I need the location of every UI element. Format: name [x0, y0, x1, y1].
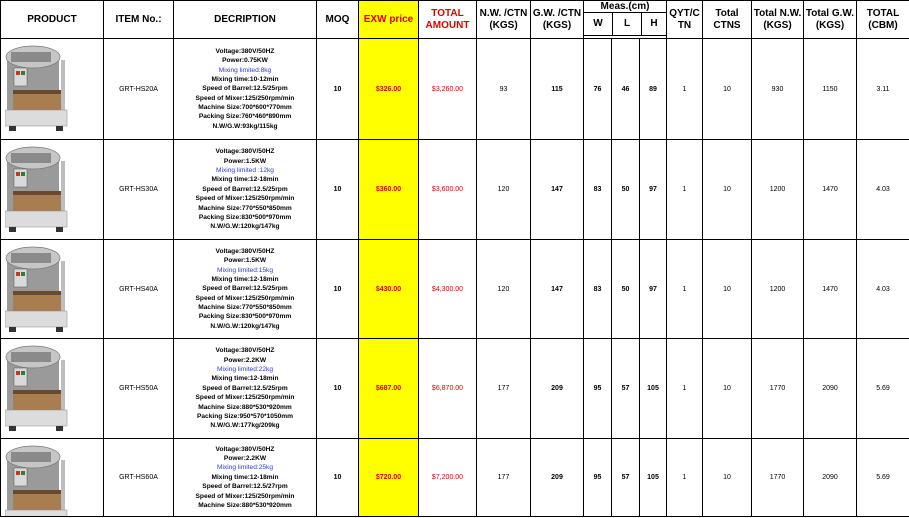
total-nw-value: 1200 — [752, 140, 804, 240]
description-line: Speed of Mixer:125/250rpm/min — [195, 492, 295, 500]
description-line: Mixing time:12-18min — [211, 375, 279, 383]
exw-price-value: $687.00 — [359, 339, 419, 439]
description-line: Packing Size:950*570*1050mm — [196, 412, 294, 420]
dough-mixer-icon — [5, 44, 69, 134]
description-line: Mixing limited:22kg — [216, 366, 274, 374]
header-meas-w: W — [584, 13, 613, 35]
total-cbm-value: 4.03 — [857, 140, 909, 240]
description-line: Voltage:380V/50HZ — [215, 347, 275, 355]
description-line: Speed of Mixer:125/250rpm/min — [195, 294, 295, 302]
description-line: Mixing limited :12kg — [216, 167, 274, 175]
description-line: Voltage:380V/50HZ — [215, 148, 275, 156]
total-amount-value: $3,260.00 — [419, 39, 477, 140]
product-image-cell — [1, 39, 104, 140]
meas-w-value: 76 — [584, 39, 612, 140]
total-nw-value: 1770 — [752, 439, 804, 517]
description-line: Speed of Barrel:12.5/27rpm — [202, 483, 288, 491]
description-line: Voltage:380V/50HZ — [215, 445, 275, 453]
header-item-no: ITEM No.: — [104, 1, 174, 39]
description-line: Speed of Mixer:125/250rpm/min — [195, 94, 295, 102]
product-image-cell — [1, 240, 104, 339]
description-line: Packing Size:760*460*890mm — [198, 113, 292, 121]
description-line: Speed of Barrel:12.5/25rpm — [202, 185, 288, 193]
description-line: Mixing time:12-18min — [211, 275, 279, 283]
item-number: GRT-HS40A — [104, 240, 174, 339]
meas-l-value: 50 — [612, 140, 640, 240]
meas-l-value: 57 — [612, 339, 640, 439]
meas-l-value: 57 — [612, 439, 640, 517]
moq-value: 10 — [317, 240, 359, 339]
meas-w-value: 95 — [584, 439, 612, 517]
description-line: Packing Size:830*500*970mm — [198, 313, 292, 321]
product-image-cell — [1, 439, 104, 517]
header-meas-h: H — [650, 18, 658, 29]
dough-mixer-icon — [5, 344, 69, 434]
description-line: Speed of Barrel:12.5/25rpm — [202, 85, 288, 93]
total-amount-value: $3,600.00 — [419, 140, 477, 240]
description-line: Mixing time:12-18min — [211, 473, 279, 481]
total-ctns-value: 10 — [703, 140, 752, 240]
meas-h-value: 105 — [640, 339, 667, 439]
description-line: Mixing limited:15kg — [216, 266, 274, 274]
total-ctns-value: 10 — [703, 339, 752, 439]
header-gw-ctn: G.W. /CTN (KGS) — [531, 1, 584, 39]
qty-ctn-value: 1 — [667, 140, 703, 240]
description-line: Machine Size:770*550*850mm — [198, 204, 292, 212]
gw-ctn-value: 115 — [531, 39, 584, 140]
moq-value: 10 — [317, 439, 359, 517]
description-line: N.W/G.W:120kg/147kg — [210, 322, 280, 330]
header-total-gw: Total G.W. (KGS) — [804, 1, 857, 39]
total-cbm-value: 5.69 — [857, 439, 909, 517]
description — [174, 39, 317, 140]
exw-price-value: $430.00 — [359, 240, 419, 339]
total-ctns-value: 10 — [703, 439, 752, 517]
description-line: Speed of Barrel:12.5/25rpm — [202, 285, 288, 293]
item-number: GRT-HS50A — [104, 339, 174, 439]
description-line: N.W/G.W:177kg/209kg — [210, 422, 280, 430]
total-cbm-value: 4.03 — [857, 240, 909, 339]
meas-w-value: 95 — [584, 339, 612, 439]
qty-ctn-value: 1 — [667, 39, 703, 140]
meas-l-value: 50 — [612, 240, 640, 339]
header-meas: Meas.(cm) — [584, 1, 666, 13]
gw-ctn-value: 147 — [531, 140, 584, 240]
exw-price-value: $720.00 — [359, 439, 419, 517]
gw-ctn-value: 209 — [531, 339, 584, 439]
description-line: Power:2.2KW — [223, 356, 267, 364]
total-ctns-value: 10 — [703, 39, 752, 140]
total-cbm-value: 5.69 — [857, 339, 909, 439]
header-meas-l: L — [613, 13, 642, 35]
total-gw-value: 1150 — [804, 39, 857, 140]
total-amount-value: $6,870.00 — [419, 339, 477, 439]
item-number: GRT-HS20A — [104, 39, 174, 140]
description-line: Machine Size:880*530*920mm — [198, 501, 292, 509]
table-row — [1, 439, 909, 517]
total-gw-value: 2090 — [804, 339, 857, 439]
table-row — [1, 140, 909, 240]
description-line: Machine Size:880*530*920mm — [198, 403, 292, 411]
table-row — [1, 39, 909, 140]
total-amount-value: $4,300.00 — [419, 240, 477, 339]
nw-ctn-value: 120 — [477, 140, 531, 240]
description-line: Voltage:380V/50HZ — [215, 47, 275, 55]
meas-h-value: 97 — [640, 240, 667, 339]
item-number: GRT-HS30A — [104, 140, 174, 240]
total-nw-value: 930 — [752, 39, 804, 140]
dough-mixer-icon — [5, 245, 69, 335]
header-exw-price: EXW price — [359, 1, 419, 39]
total-cbm-value: 3.11 — [857, 39, 909, 140]
gw-ctn-value: 147 — [531, 240, 584, 339]
exw-price-value: $326.00 — [359, 39, 419, 140]
total-gw-value: 2090 — [804, 439, 857, 517]
total-gw-value: 1470 — [804, 240, 857, 339]
nw-ctn-value: 120 — [477, 240, 531, 339]
header-description: DECRIPTION — [174, 1, 317, 39]
nw-ctn-value: 93 — [477, 39, 531, 140]
description-line: Mixing limited:8kg — [218, 66, 272, 74]
total-gw-value: 1470 — [804, 140, 857, 240]
description-line: Power:2.2KW — [223, 455, 267, 463]
total-nw-value: 1770 — [752, 339, 804, 439]
description-line: Power:1.5KW — [223, 257, 267, 265]
description — [174, 240, 317, 339]
meas-h-value: 105 — [640, 439, 667, 517]
meas-h-value: 89 — [640, 39, 667, 140]
description-line: Mixing time:12-18min — [211, 176, 279, 184]
qty-ctn-value: 1 — [667, 439, 703, 517]
meas-w-value: 83 — [584, 140, 612, 240]
description-line: Machine Size:770*550*850mm — [198, 304, 292, 312]
qty-ctn-value: 1 — [667, 339, 703, 439]
description-line: Machine Size:700*600*770mm — [198, 104, 292, 112]
header-total-amount: TOTAL AMOUNT — [419, 1, 477, 39]
header-total-ctns: Total CTNS — [703, 1, 752, 39]
header-total-cbm: TOTAL (CBM) — [857, 1, 909, 39]
description-line: Mixing limited:25kg — [216, 464, 274, 472]
total-ctns-value: 10 — [703, 240, 752, 339]
header-product: PRODUCT — [1, 1, 104, 39]
meas-l-value: 46 — [612, 39, 640, 140]
moq-value: 10 — [317, 39, 359, 140]
description-line: Voltage:380V/50HZ — [215, 247, 275, 255]
header-moq: MOQ — [317, 1, 359, 39]
exw-price-value: $360.00 — [359, 140, 419, 240]
item-number: GRT-HS60A — [104, 439, 174, 517]
header-meas-group — [584, 1, 667, 36]
description-line: Packing Size:830*500*970mm — [198, 213, 292, 221]
header-total-nw: Total N.W. (KGS) — [752, 1, 804, 39]
meas-h-value: 97 — [640, 140, 667, 240]
description-line: Power:1.5KW — [223, 157, 267, 165]
qty-ctn-value: 1 — [667, 240, 703, 339]
total-nw-value: 1200 — [752, 240, 804, 339]
description-line: Power:0.75KW — [222, 57, 268, 65]
description-line: Speed of Mixer:125/250rpm/min — [195, 195, 295, 203]
nw-ctn-value: 177 — [477, 339, 531, 439]
moq-value: 10 — [317, 140, 359, 240]
product-image-cell — [1, 339, 104, 439]
gw-ctn-value: 209 — [531, 439, 584, 517]
description-line: N.W/G.W:120kg/147kg — [210, 223, 280, 231]
header-qty-ctn: QYT/C TN — [667, 1, 703, 39]
dough-mixer-icon — [5, 145, 69, 235]
description — [174, 439, 317, 517]
table-row — [1, 339, 909, 439]
description — [174, 140, 317, 240]
header-nw-ctn: N.W. /CTN (KGS) — [477, 1, 531, 39]
total-amount-value: $7,200.00 — [419, 439, 477, 517]
description-line: Speed of Barrel:12.5/25rpm — [202, 384, 288, 392]
description-line: Speed of Mixer:125/250rpm/min — [195, 394, 295, 402]
description-line: Mixing time:10-12min — [211, 75, 279, 83]
nw-ctn-value: 177 — [477, 439, 531, 517]
dough-mixer-icon — [5, 444, 69, 517]
moq-value: 10 — [317, 339, 359, 439]
description — [174, 339, 317, 439]
table-row — [1, 240, 909, 339]
description-line: N.W/G.W:93kg/115kg — [212, 122, 278, 130]
meas-w-value: 83 — [584, 240, 612, 339]
product-image-cell — [1, 140, 104, 240]
